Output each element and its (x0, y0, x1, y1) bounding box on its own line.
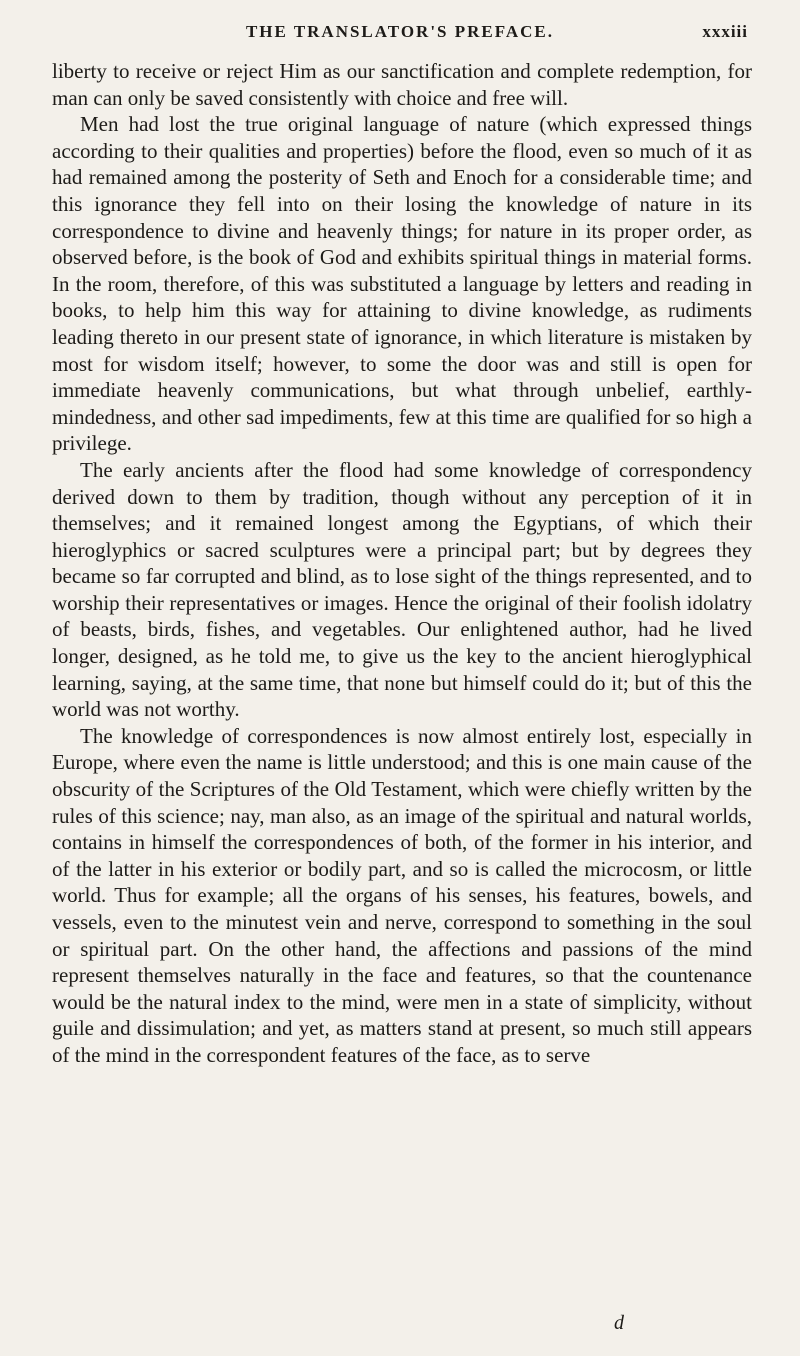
paragraph: The early ancients after the flood had some knowledge of correspondency derived down to them by tradition, though without any perception of it in themselves; and it remained longest among the Egyptians, of which their hieroglyphics or sacred sculptures were a principal part; but by degrees they became so far corrupted and blind, as to lose sight of the things represented, and to worship their representatives or images. Hence the original of their foolish idolatry of beasts, birds, fishes, and vegetables. Our enlightened author, had he lived longer, designed, as he told me, to give us the key to the ancient hieroglyphical learning, saying, at the same time, that none but himself could do it; but of this the world was not worthy. (52, 457, 752, 722)
paragraph-continuation: liberty to receive or reject Him as our sanctification and complete redemption, for man can only be saved consistently with choice and free will. (52, 59, 752, 110)
page-number: xxxiii (702, 22, 748, 41)
signature-mark: d (614, 1312, 624, 1334)
paragraph: The knowledge of correspondences is now almost entirely lost, especially in Europe, where even the name is little understood; and this is one main cause of the obscurity of the Scriptures of the Old Testament, which were chiefly written by the rules of this science; nay, man also, as an image of the spiritual and natural worlds, contains in himself the correspondences of both, of the former in his interior, and of the latter in his exterior or bodily part, and so is called the microcosm, or little world. Thus for example; all the organs of his senses, his features, bowels, and vessels, even to the minutest vein and nerve, correspond to something in the soul or spiritual part. On the other hand, the affections and passions of the mind represent themselves naturally in the face and features, so that the countenance would be the natural index to the mind, were men in a state of simplicity, without guile and dissimulation; and yet, as matters stand at present, so much still appears of the mind in the correspondent features of the face, as to serve (52, 723, 752, 1067)
running-head (52, 20, 748, 48)
running-head-title: THE TRANSLATOR'S PREFACE. (245, 22, 555, 41)
paragraph: Men had lost the true original language of nature (which expressed things according to their qualities and properties) before the flood, even so much of it as had remained among the posterity of Seth and Enoch for a considerable time; and this ignorance they fell into on their losing the knowledge of nature in its correspondence to divine and heavenly things; for nature in its proper order, as observed before, is the book of God and exhibits spiritual things in material forms. In the room, therefore, of this was substituted a language by letters and reading in books, to help him this way for attaining to divine knowledge, as rudiments leading thereto in our present state of ignorance, in which literature is mistaken by most for wisdom itself; however, to some the door was and still is open for immediate heavenly communications, but what through unbelief, earthly-mindedness, and other sad impediments, few at this time are qualified for so high a privilege. (52, 112, 752, 456)
body-text (52, 58, 752, 1069)
